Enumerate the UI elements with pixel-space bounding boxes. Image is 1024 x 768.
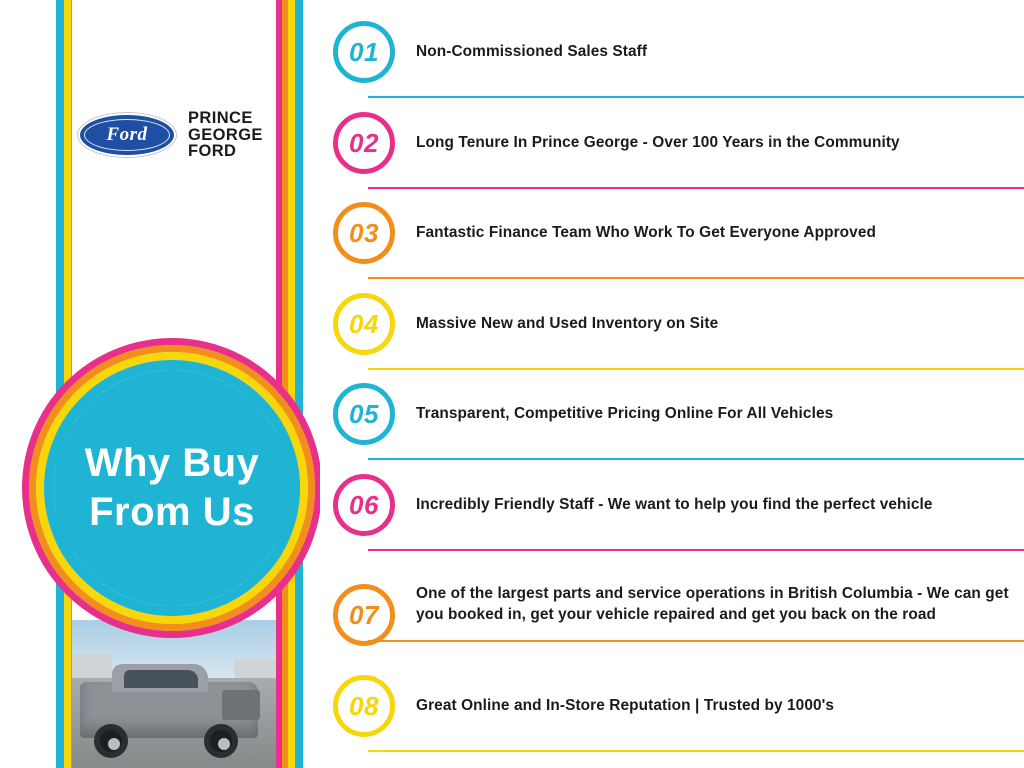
left-decorative-column [0,0,320,768]
item-divider [368,750,1024,752]
list-item [320,666,1024,756]
item-number-badge [333,202,395,264]
item-text: Non-Commissioned Sales Staff [416,43,648,61]
item-divider [368,640,1024,642]
list-item [320,103,1024,193]
why-buy-badge [22,338,320,638]
benefits-list [320,0,1024,768]
item-divider [368,458,1024,460]
item-number: 02 [349,127,379,158]
item-number: 08 [349,690,379,721]
item-divider [368,187,1024,189]
photo-building-left [72,654,112,678]
list-item [320,284,1024,374]
item-number-badge [333,675,395,737]
dealer-name-line3: FORD [188,142,237,161]
list-item [320,465,1024,555]
item-number: 03 [349,217,379,248]
item-number: 04 [349,308,379,339]
item-number: 06 [349,489,379,520]
list-item [320,193,1024,283]
item-text: Fantastic Finance Team Who Work To Get Everyone Approved [416,224,876,242]
item-number-badge [333,383,395,445]
item-number-badge [333,112,395,174]
item-text: Long Tenure In Prince George - Over 100 Years in the Community [416,134,900,152]
dealer-name-line1: PRINCE [188,108,253,127]
ford-oval-icon [78,113,176,157]
item-number-badge [333,584,395,646]
ford-wordmark: Ford [106,124,148,145]
item-text: Great Online and In-Store Reputation | Trusted by 1000's [416,697,835,715]
item-number: 05 [349,398,379,429]
truck-windows [124,670,198,688]
item-number-badge [333,21,395,83]
list-item [320,12,1024,102]
item-text: Incredibly Friendly Staff - We want to help you find the perfect vehicle [416,496,933,514]
item-divider [368,96,1024,98]
truck-grille [222,690,260,720]
dealer-name-line2: GEORGE [188,125,263,144]
item-number: 01 [349,36,379,67]
truck-rear-wheel [94,724,128,758]
dealer-logo [78,108,274,162]
item-number-badge [333,474,395,536]
photo-building-right [234,660,276,678]
item-text: Transparent, Competitive Pricing Online For All Vehicles [416,405,834,423]
truck-front-wheel [204,724,238,758]
list-item [320,374,1024,464]
item-number: 07 [349,599,379,630]
dealer-name [188,110,263,160]
badge-line2: From Us [89,490,255,534]
item-divider [368,368,1024,370]
list-item [320,556,1024,646]
item-divider [368,277,1024,279]
item-number-badge [333,293,395,355]
truck-photo [72,620,276,768]
item-text: One of the largest parts and service operations in British Columbia - We can get you booked in, get your vehicle repaired and get you back on the road [416,584,1009,623]
item-text: Massive New and Used Inventory on Site [416,315,719,333]
badge-core [54,370,290,606]
item-divider [368,549,1024,551]
badge-line1: Why Buy [84,441,260,486]
